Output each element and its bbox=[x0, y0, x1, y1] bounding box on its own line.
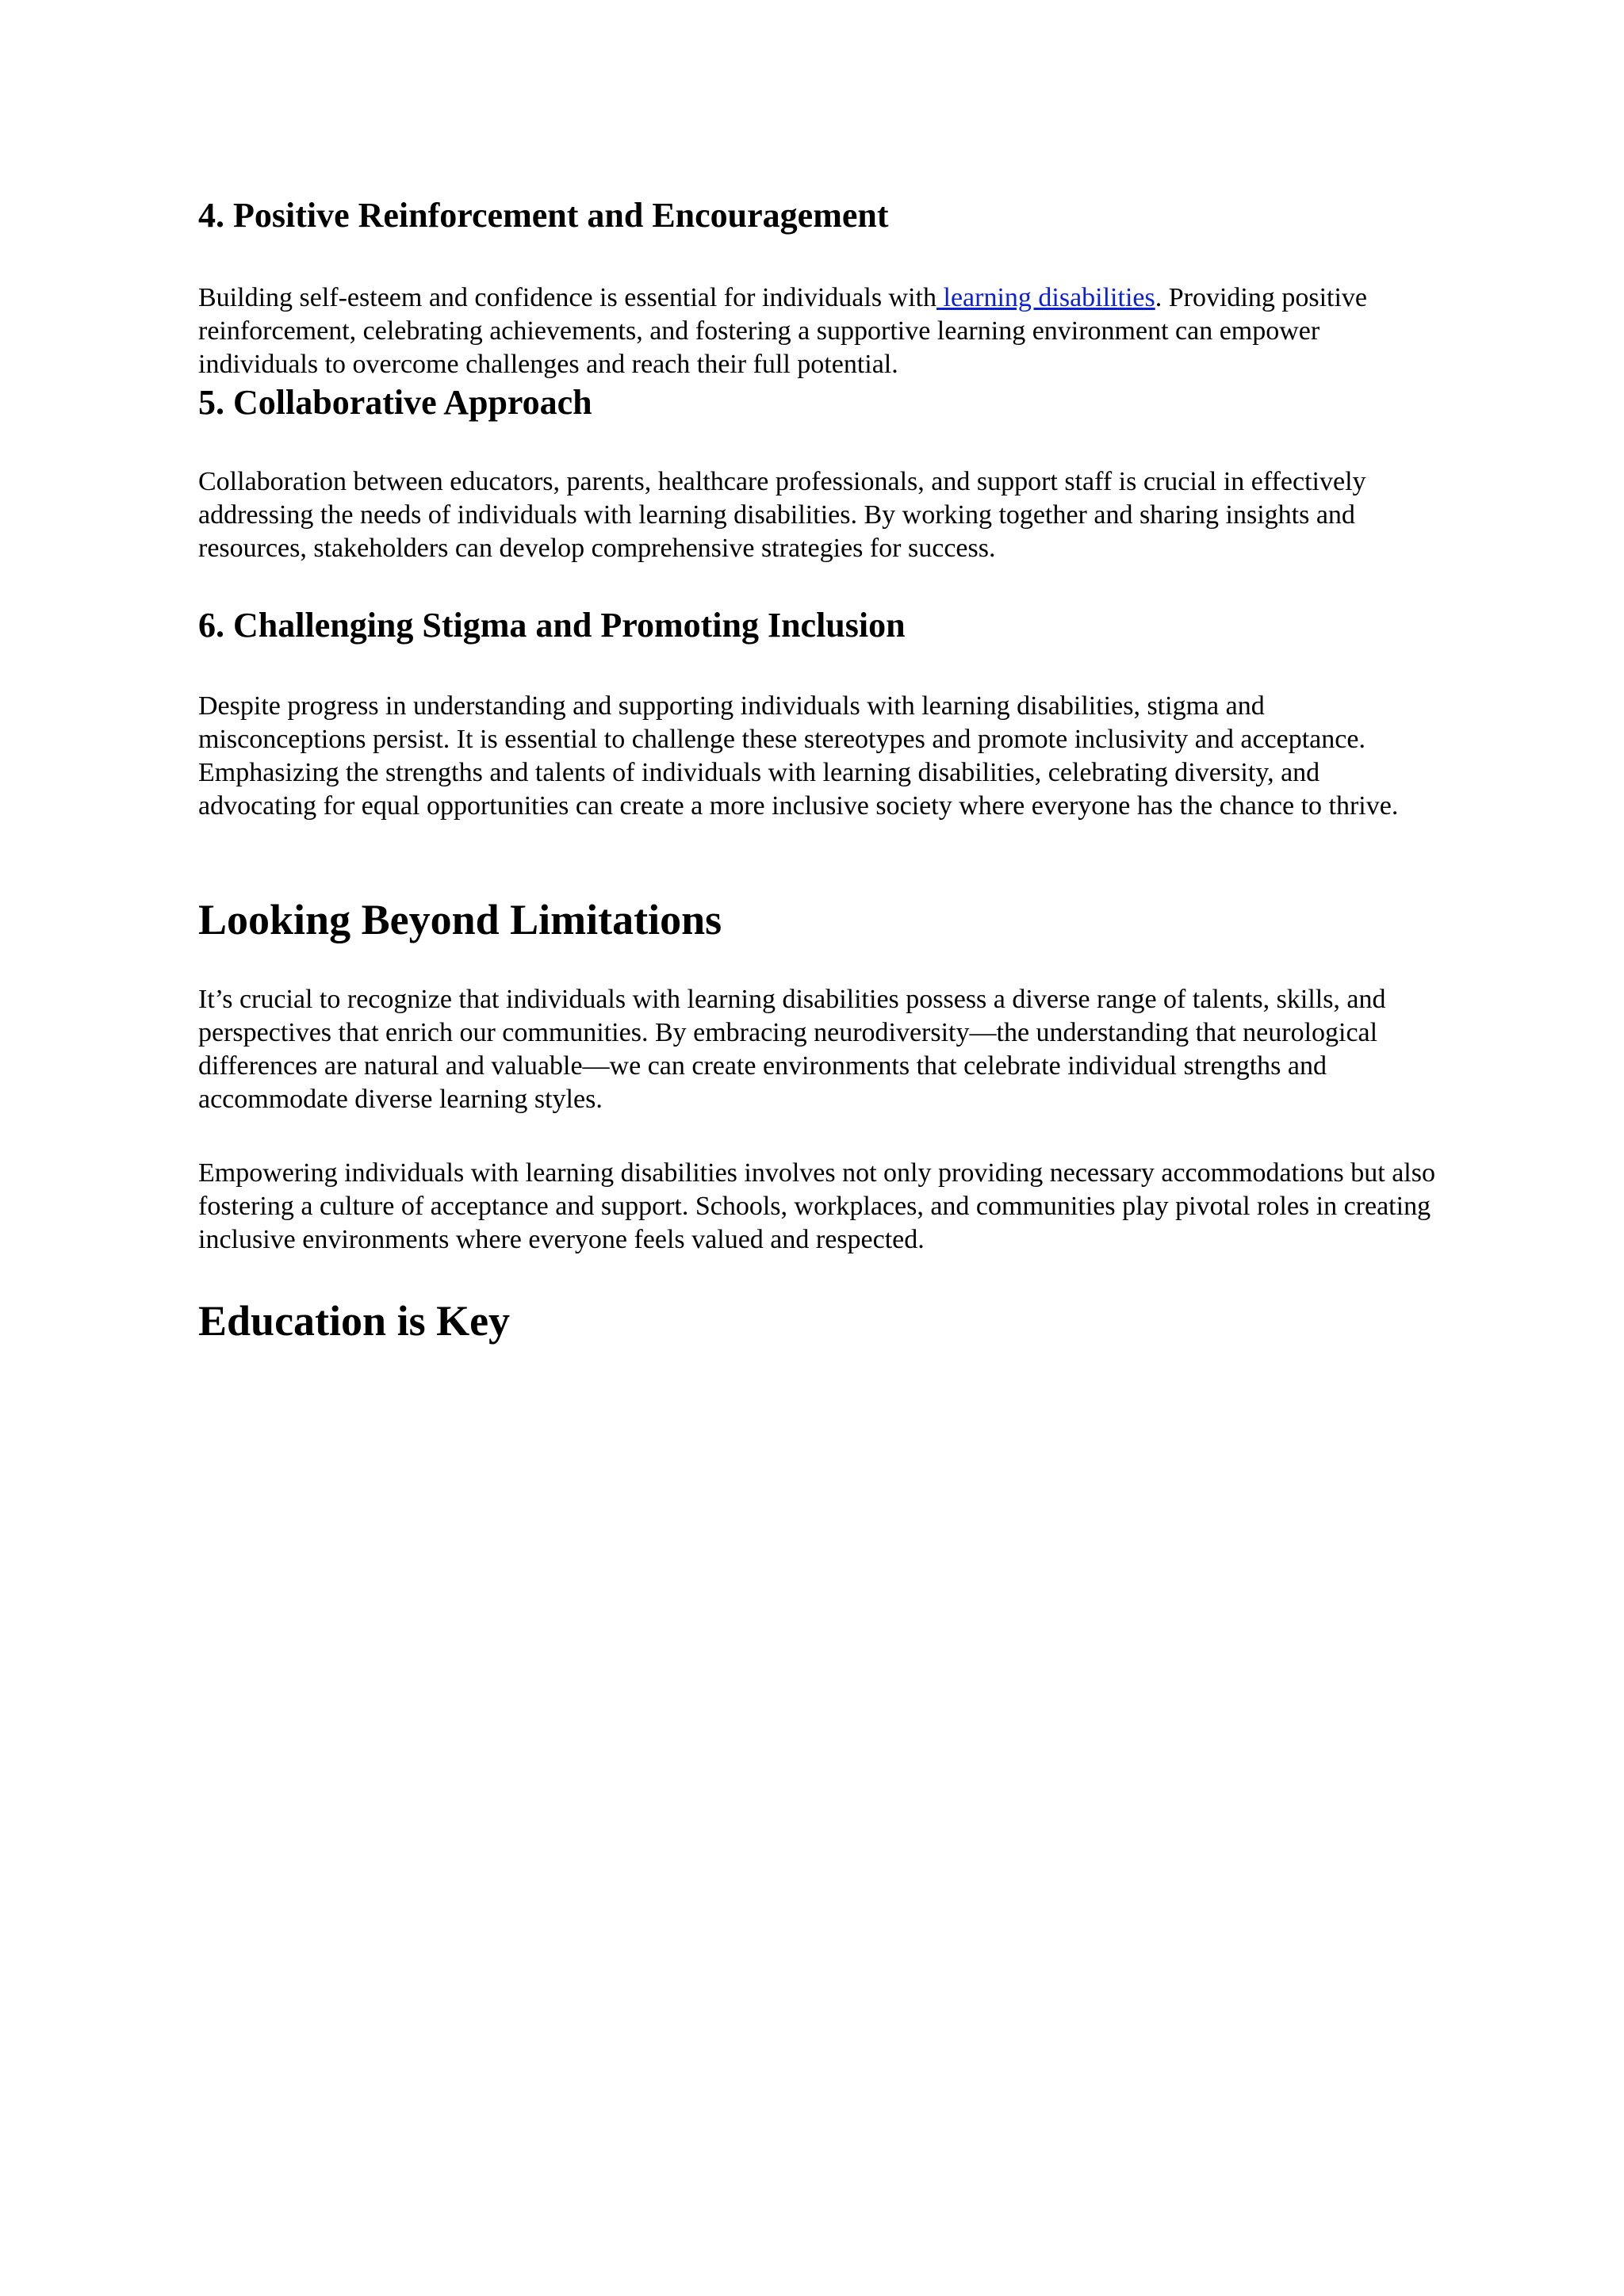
paragraph-positive-reinforcement bbox=[198, 281, 1435, 381]
heading-challenging-stigma: 6. Challenging Stigma and Promoting Inclusion bbox=[198, 606, 906, 645]
paragraph-text-before-link: Building self-esteem and confidence is essential for individuals with bbox=[198, 283, 936, 312]
paragraph-looking-beyond-1: It’s crucial to recognize that individuals with learning disabilities possess a diverse range of talents, skills, and perspectives that enrich our communities. By embracing neurodiversity—the understanding that neurological differences are natural and valuable—we can create environments that celebrate individual strengths and accommodate diverse learning styles. bbox=[198, 985, 1386, 1114]
paragraph-text-after-link: . Providing positive reinforcement, celebrating achievements, and fostering a supportive learning environment can empower individuals to overcome challenges and reach their full potential. bbox=[198, 283, 1368, 379]
paragraph-challenging-stigma: Despite progress in understanding and supporting individuals with learning disabilities, stigma and misconceptions persist. It is essential to challenge these stereotypes and promote inclusivity and acceptance. Emphasizing the strengths and talents of individuals with learning disabilities, celebrating diversity, and advocating for equal opportunities can create a more inclusive society where everyone has the chance to thrive. bbox=[198, 691, 1399, 821]
paragraph-looking-beyond-2: Empowering individuals with learning disabilities involves not only providing necessary accommodations but also fostering a culture of acceptance and support. Schools, workplaces, and communities play pivotal roles in creating inclusive environments where everyone feels valued and respected. bbox=[198, 1158, 1435, 1254]
heading-collaborative-approach: 5. Collaborative Approach bbox=[198, 383, 592, 422]
paragraph-collaborative-approach: Collaboration between educators, parents, healthcare professionals, and support staff is crucial in effectively addressing the needs of individuals with learning disabilities. By working together and sharing insights and resources, stakeholders can develop comprehensive strategies for success. bbox=[198, 467, 1366, 563]
learning-disabilities-link[interactable]: learning disabilities bbox=[936, 283, 1155, 312]
heading-positive-reinforcement: 4. Positive Reinforcement and Encouragement bbox=[198, 196, 889, 235]
heading-education-is-key: Education is Key bbox=[198, 1297, 511, 1345]
heading-looking-beyond-limitations: Looking Beyond Limitations bbox=[198, 896, 722, 943]
